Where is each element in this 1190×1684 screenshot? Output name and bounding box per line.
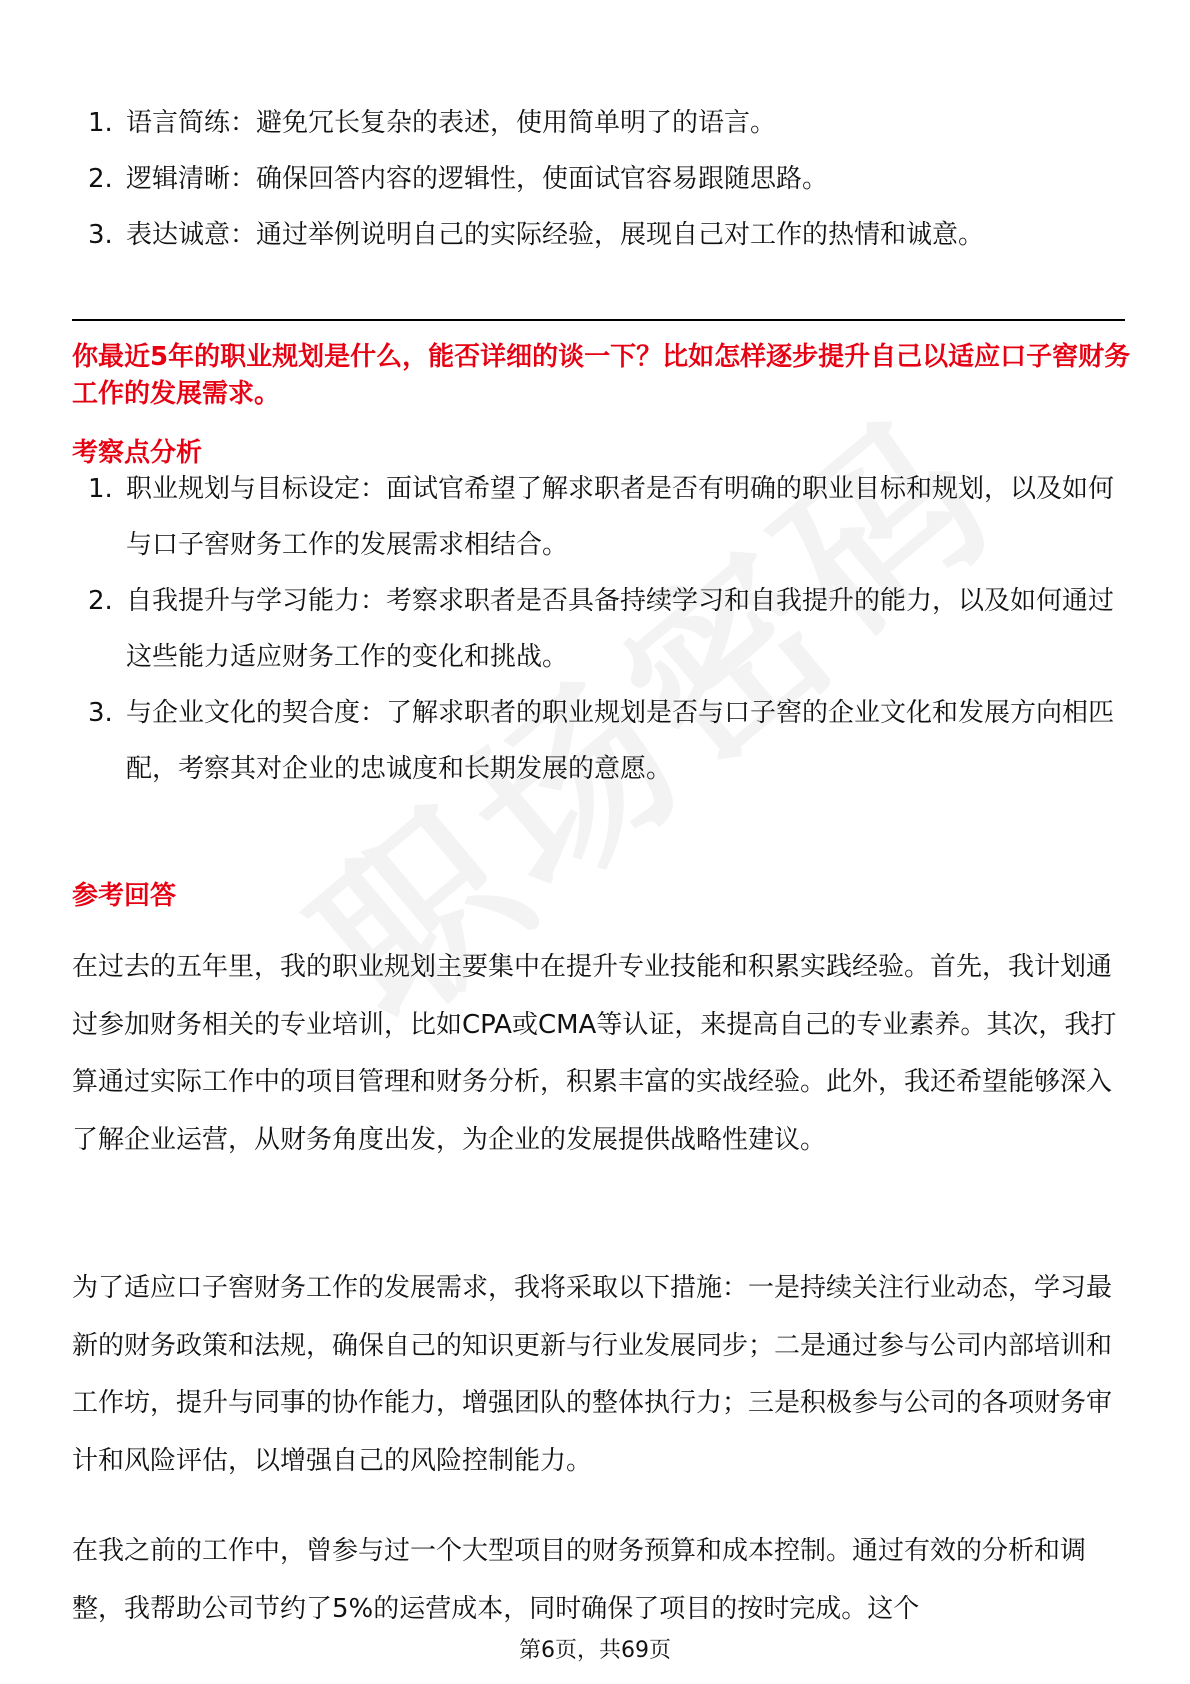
answer-heading: 参考回答 bbox=[72, 881, 177, 911]
analysis-heading: 考察点分析 bbox=[72, 438, 203, 468]
analysis-list bbox=[72, 461, 1132, 797]
list-number: 3. bbox=[88, 220, 113, 250]
list-item bbox=[72, 573, 1132, 685]
answer-paragraph: 在我之前的工作中，曾参与过一个大型项目的财务预算和成本控制。通过有效的分析和调整，我帮助公司节约了5%的运营成本，同时确保了项目的按时完成。这个 bbox=[72, 1536, 1087, 1624]
list-item-text: 与企业文化的契合度：了解求职者的职业规划是否与口子窖的企业文化和发展方向相匹配，考察其对企业的忠诚度和长期发展的意愿。 bbox=[126, 698, 1115, 784]
section-divider bbox=[72, 319, 1125, 321]
list-number: 3. bbox=[88, 698, 113, 728]
list-number: 2. bbox=[88, 586, 113, 616]
list-item bbox=[72, 207, 1132, 263]
list-item bbox=[72, 685, 1132, 797]
list-item bbox=[72, 461, 1132, 573]
list-number: 2. bbox=[88, 164, 113, 194]
list-item-text: 语言简练：避免冗长复杂的表述，使用简单明了的语言。 bbox=[126, 108, 777, 138]
list-item bbox=[72, 151, 1132, 207]
interview-question: 你最近5年的职业规划是什么，能否详细的谈一下？比如怎样逐步提升自己以适应口子窖财务工作的发展需求。 bbox=[72, 342, 1131, 409]
list-number: 1. bbox=[88, 474, 113, 504]
list-item-text: 逻辑清晰：确保回答内容的逻辑性，使面试官容易跟随思路。 bbox=[126, 164, 829, 194]
list-number: 1. bbox=[88, 108, 113, 138]
list-item-text: 表达诚意：通过举例说明自己的实际经验，展现自己对工作的热情和诚意。 bbox=[126, 220, 985, 250]
page-footer: 第6页，共69页 bbox=[519, 1638, 671, 1663]
tips-list bbox=[72, 95, 1132, 263]
answer-paragraph: 在过去的五年里，我的职业规划主要集中在提升专业技能和积累实践经验。首先，我计划通过参加财务相关的专业培训，比如CPA或CMA等认证，来提高自己的专业素养。其次，我打算通过实际工作中的项目管理和财务分析，积累丰富的实战经验。此外，我还希望能够深入了解企业运营，从财务角度出发，为企业的发展提供战略性建议。 bbox=[72, 952, 1117, 1155]
answer-paragraph: 为了适应口子窖财务工作的发展需求，我将采取以下措施：一是持续关注行业动态，学习最新的财务政策和法规，确保自己的知识更新与行业发展同步；二是通过参与公司内部培训和工作坊，提升与同事的协作能力，增强团队的整体执行力；三是积极参与公司的各项财务审计和风险评估，以增强自己的风险控制能力。 bbox=[72, 1273, 1113, 1476]
list-item-text: 自我提升与学习能力：考察求职者是否具备持续学习和自我提升的能力，以及如何通过这些能力适应财务工作的变化和挑战。 bbox=[126, 586, 1115, 672]
list-item bbox=[72, 95, 1132, 151]
list-item-text: 职业规划与目标设定：面试官希望了解求职者是否有明确的职业目标和规划，以及如何与口子窖财务工作的发展需求相结合。 bbox=[126, 474, 1115, 560]
